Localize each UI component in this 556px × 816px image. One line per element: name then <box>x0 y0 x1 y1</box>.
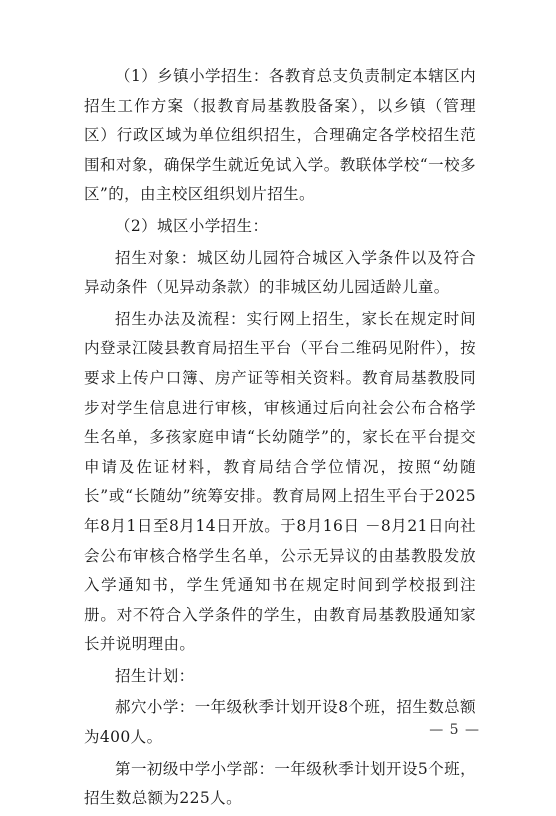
paragraph-plan-heading: 招生计划： <box>115 666 195 685</box>
paragraph-enrollment-process: 招生办法及流程：实行网上招生，家长在规定时间内登录江陵县教育局招生平台（平台二维码见附件），按要求上传户口簿、房产证等相关资料。教育局基教股同步对学生信息进行审核，审核通过后向社会公布合格学生名单，多孩家庭申请“长幼随学”的，家长在平台提交申请及佐证材料，教育局结合学位情况，按照“幼随长”或“长随幼”统筹安排。教育局网上招生平台于2025年8月1日至8月14日开放。于8月16日 －8月21日向社会公布审核合格学生名单，公示无异议的由基教股发放入学通知书，学生凭通知书在规定时间到学校报到注册。对不符合入学条件的学生，由教育局基教股通知家长并说明理由。 <box>84 309 476 654</box>
document-body <box>84 62 476 816</box>
paragraph-enrollment-targets: 招生对象：城区幼儿园符合城区入学条件以及符合异动条件（见异动条款）的非城区幼儿园适龄儿童。 <box>84 248 476 297</box>
page-number: — 5 — <box>429 722 480 738</box>
paragraph-township-enrollment: （1）乡镇小学招生：各教育总支负责制定本辖区内招生工作方案（报教育局基教股备案），以乡镇（管理区）行政区域为单位组织招生，合理确定各学校招生范围和对象，确保学生就近免试入学。教联体学校“一校多区”的，由主校区组织划片招生。 <box>84 67 476 204</box>
paragraph-urban-heading: （2）城区小学招生： <box>115 216 269 235</box>
paragraph-haoxue-plan: 郝穴小学：一年级秋季计划开设8个班，招生数总额为400人。 <box>84 698 476 747</box>
paragraph-first-middle-plan: 第一初级中学小学部：一年级秋季计划开设5个班，招生数总额为225人。 <box>84 759 476 808</box>
